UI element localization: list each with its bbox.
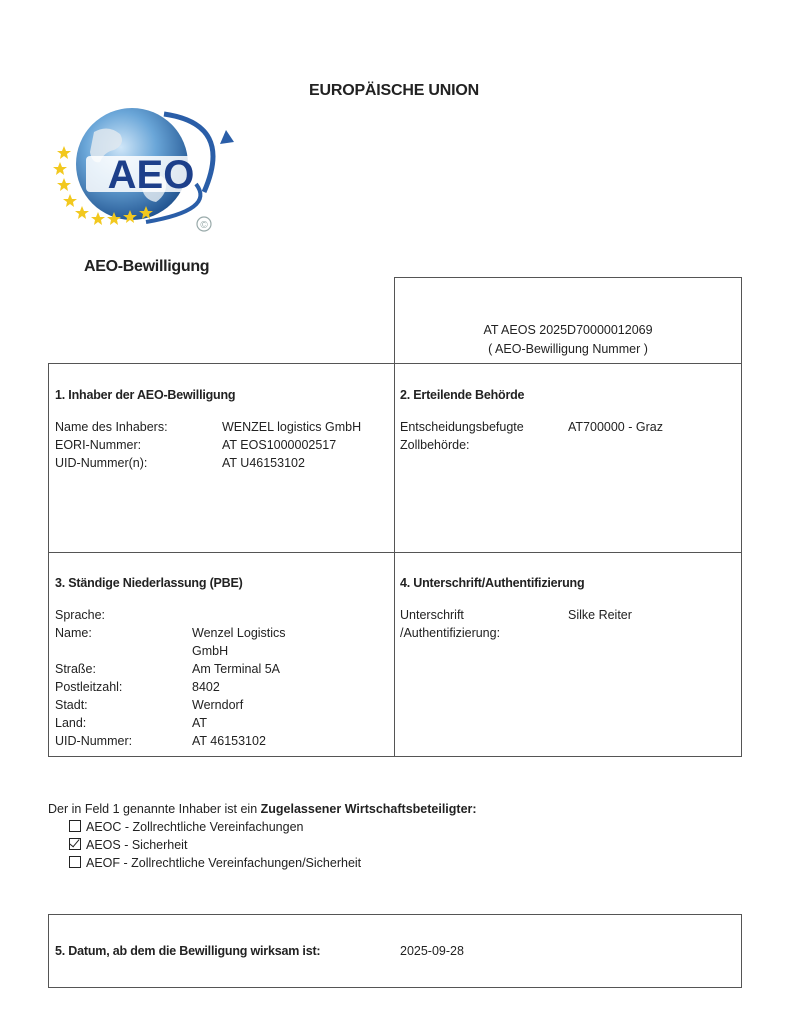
permit-number: AT AEOS 2025D70000012069 [483,323,653,337]
aeoc-label: AEOC - Zollrechtliche Vereinfachungen [86,820,304,834]
aeos-checkbox[interactable] [69,838,81,850]
aeof-checkbox[interactable] [69,856,81,868]
authority-label-line1: Entscheidungsbefugte [400,420,524,434]
city-label: Stadt: [55,698,88,712]
authority-value: AT700000 - Graz [568,420,663,434]
document-subtitle: AEO-Bewilligung [84,258,210,275]
section-5-heading: 5. Datum, ab dem die Bewilligung wirksam ist: [55,944,321,958]
pbe-name-label: Name: [55,626,92,640]
logo-text: AEO [107,153,195,197]
pbe-uid-value: AT 46153102 [192,734,266,748]
postcode-label: Postleitzahl: [55,680,123,694]
holder-name-value: WENZEL logistics GmbH [222,420,362,434]
permit-number-caption: ( AEO-Bewilligung Nummer ) [488,342,648,356]
section-1-heading: 1. Inhaber der AEO-Bewilligung [55,388,236,402]
eori-value: AT EOS1000002517 [222,438,337,452]
section-4-heading: 4. Unterschrift/Authentifizierung [400,576,585,590]
pbe-uid-label: UID-Nummer: [55,734,133,748]
language-label: Sprache: [55,608,106,622]
section-2-heading: 2. Erteilende Behörde [400,388,525,402]
authority-label-line2: Zollbehörde: [400,438,470,452]
aeo-logo [46,104,246,236]
street-value: Am Terminal 5A [192,662,280,676]
status-option-aeof[interactable] [69,854,361,872]
signature-label-line2: /Authentifizierung: [400,626,501,640]
street-label: Straße: [55,662,96,676]
signature-label-line1: Unterschrift [400,608,464,622]
aeof-label: AEOF - Zollrechtliche Vereinfachungen/Sicherheit [86,856,362,870]
pbe-name-value: Wenzel Logistics [192,626,286,640]
holder-name-label: Name des Inhabers: [55,420,168,434]
status-intro-bold: Zugelassener Wirtschaftsbeteiligter: [260,802,477,816]
uid-value: AT U46153102 [222,456,305,470]
copyright-mark: © [200,220,208,231]
eori-label: EORI-Nummer: [55,438,142,452]
status-intro: Der in Feld 1 genannte Inhaber ist ein [48,802,261,816]
country-value: AT [192,716,208,730]
permit-number-box [394,277,742,364]
status-statement [48,800,477,818]
country-label: Land: [55,716,87,730]
status-option-aeos[interactable] [69,836,187,854]
status-option-aeoc[interactable] [69,818,303,836]
page-title: EUROPÄISCHE UNION [309,82,479,99]
postcode-value: 8402 [192,680,220,694]
city-value: Werndorf [192,698,244,712]
aeoc-checkbox[interactable] [69,820,81,832]
effective-date-value: 2025-09-28 [400,944,464,958]
signature-value: Silke Reiter [568,608,632,622]
aeos-label: AEOS - Sicherheit [86,838,188,852]
section-3-heading: 3. Ständige Niederlassung (PBE) [55,576,243,590]
uid-label: UID-Nummer(n): [55,456,148,470]
pbe-name-value-cont: GmbH [192,644,229,658]
